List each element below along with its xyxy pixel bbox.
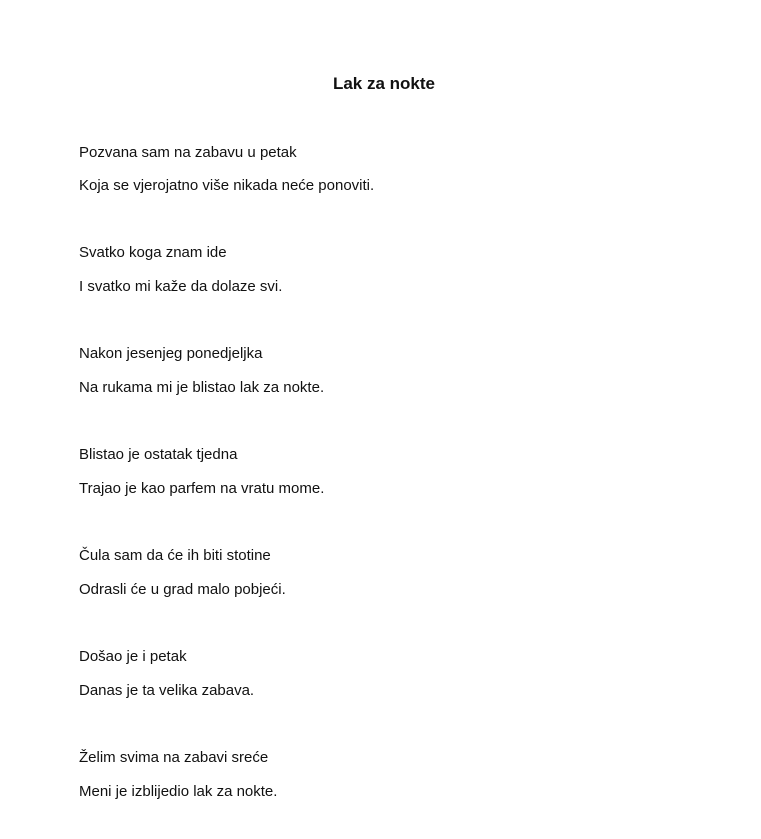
- poem-line: Trajao je kao parfem na vratu mome.: [79, 480, 325, 497]
- poem-line: Meni je izblijedio lak za nokte.: [79, 783, 278, 800]
- poem-line: Blistao je ostatak tjedna: [79, 446, 238, 463]
- poem-line: Odrasli će u grad malo pobjeći.: [79, 581, 286, 598]
- poem-line: Svatko koga znam ide: [79, 244, 227, 261]
- poem-line: I svatko mi kaže da dolaze svi.: [79, 278, 283, 295]
- poem-line: Čula sam da će ih biti stotine: [79, 547, 271, 564]
- poem-line: Danas je ta velika zabava.: [79, 682, 255, 699]
- poem-title: Lak za nokte: [332, 74, 436, 93]
- poem-line: Pozvana sam na zabavu u petak: [79, 144, 297, 161]
- poem-line: Nakon jesenjeg ponedjeljka: [79, 345, 263, 362]
- poem-line: Na rukama mi je blistao lak za nokte.: [79, 379, 325, 396]
- poem-line: Koja se vjerojatno više nikada neće ponoviti.: [79, 177, 375, 194]
- poem-line: Došao je i petak: [79, 648, 187, 665]
- poem-line: Želim svima na zabavi sreće: [79, 749, 269, 766]
